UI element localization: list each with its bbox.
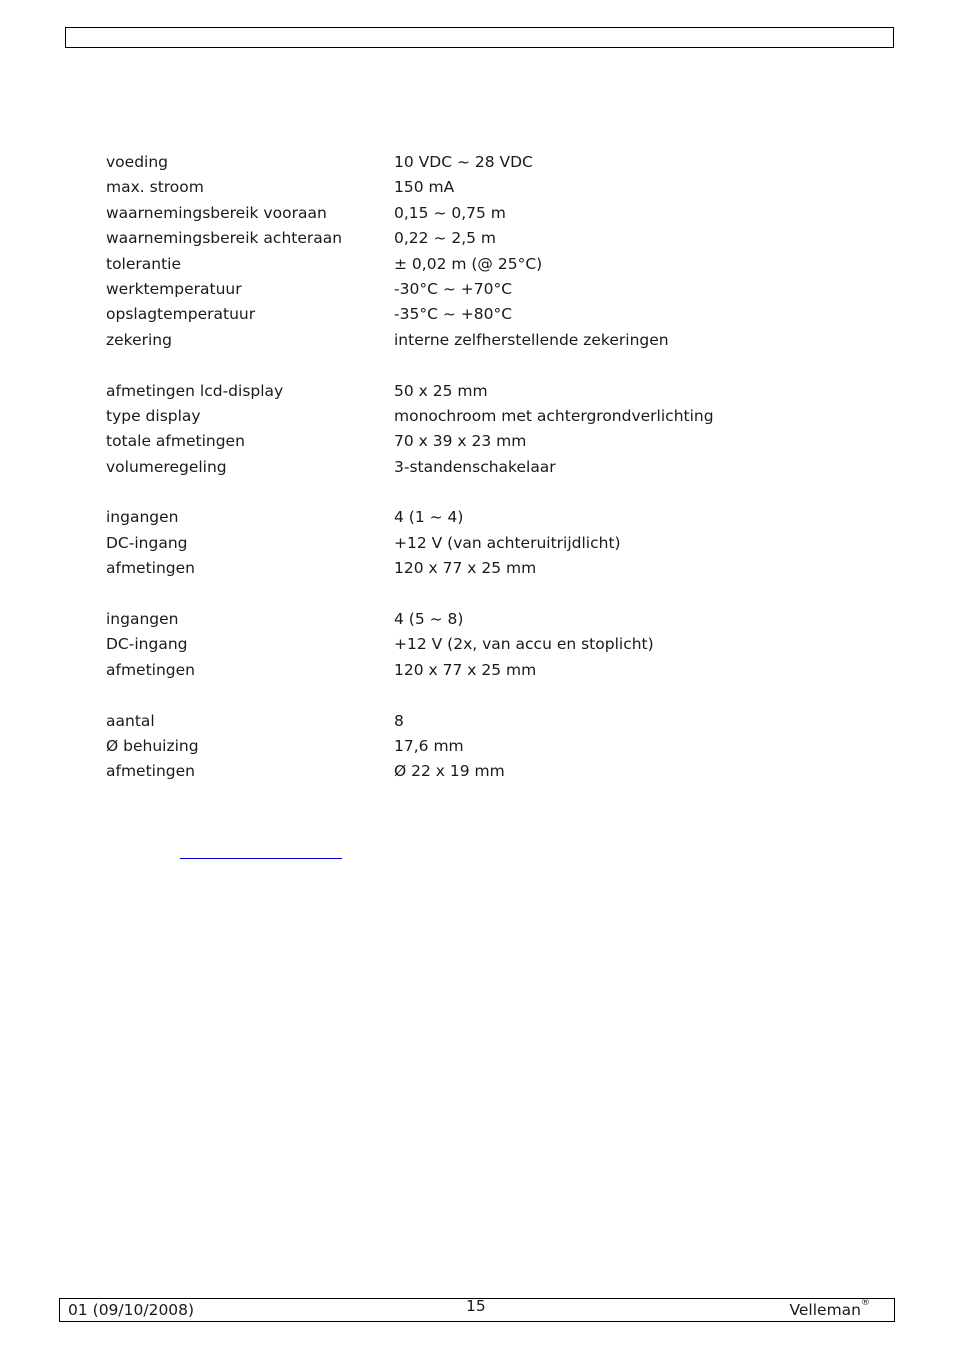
spec-value: 3-standenschakelaar bbox=[394, 457, 556, 476]
spec-label: afmetingen lcd-display bbox=[106, 381, 284, 400]
spec-value: 50 x 25 mm bbox=[394, 381, 488, 400]
spec-label: werktemperatuur bbox=[106, 279, 242, 298]
footer-brand: Velleman bbox=[789, 1301, 861, 1319]
spec-value: 4 (1 ~ 4) bbox=[394, 508, 464, 527]
registered-mark: ® bbox=[861, 1298, 870, 1308]
spec-label: aantal bbox=[106, 711, 155, 730]
spec-label: max. stroom bbox=[106, 178, 204, 197]
spec-value: 150 mA bbox=[394, 178, 455, 197]
spec-label: afmetingen bbox=[106, 559, 195, 578]
spec-value: 4 (5 ~ 8) bbox=[394, 610, 464, 629]
spec-label: DC-ingang bbox=[106, 635, 188, 654]
spec-value: 120 x 77 x 25 mm bbox=[394, 660, 537, 679]
spec-label: DC-ingang bbox=[106, 533, 188, 552]
footer-page-number: 15 bbox=[466, 1297, 486, 1315]
spec-value: ± 0,02 m (@ 25°C) bbox=[394, 254, 543, 273]
spec-label: totale afmetingen bbox=[106, 432, 245, 451]
spec-value: 17,6 mm bbox=[394, 736, 464, 755]
footer bbox=[59, 1298, 895, 1322]
spec-label: Ø behuizing bbox=[106, 736, 199, 755]
hyperlink-underline[interactable] bbox=[180, 858, 342, 859]
spec-label: ingangen bbox=[106, 508, 179, 527]
spec-value: 0,22 ~ 2,5 m bbox=[394, 229, 497, 248]
spec-value: Ø 22 x 19 mm bbox=[394, 762, 505, 781]
header-box bbox=[65, 27, 894, 48]
spec-value: -35°C ~ +80°C bbox=[394, 305, 513, 324]
spec-label: afmetingen bbox=[106, 660, 195, 679]
spec-value: 8 bbox=[394, 711, 404, 730]
spec-label: type display bbox=[106, 406, 201, 425]
spec-label: waarnemingsbereik achteraan bbox=[106, 229, 343, 248]
spec-label: afmetingen bbox=[106, 762, 195, 781]
spec-value: monochroom met achtergrondverlichting bbox=[394, 406, 714, 425]
spec-value: 0,15 ~ 0,75 m bbox=[394, 203, 506, 222]
spec-value: +12 V (2x, van accu en stoplicht) bbox=[394, 635, 654, 654]
spec-label: volumeregeling bbox=[106, 457, 227, 476]
spec-label: voeding bbox=[106, 153, 168, 171]
spec-label: zekering bbox=[106, 330, 172, 349]
spec-label: ingangen bbox=[106, 610, 179, 629]
spec-label: tolerantie bbox=[106, 254, 182, 273]
spec-label: opslagtemperatuur bbox=[106, 305, 256, 324]
spec-value: interne zelfherstellende zekeringen bbox=[394, 330, 669, 349]
footer-version: 01 (09/10/2008) bbox=[68, 1301, 195, 1319]
spec-value: 10 VDC ~ 28 VDC bbox=[394, 153, 533, 171]
footer-brand-wrap bbox=[789, 1298, 870, 1319]
spec-value: +12 V (van achteruitrijdlicht) bbox=[394, 533, 621, 552]
spec-value: 70 x 39 x 23 mm bbox=[394, 432, 527, 451]
spec-value: -30°C ~ +70°C bbox=[394, 279, 513, 298]
spec-value: 120 x 77 x 25 mm bbox=[394, 559, 537, 578]
spec-label: waarnemingsbereik vooraan bbox=[106, 203, 327, 222]
